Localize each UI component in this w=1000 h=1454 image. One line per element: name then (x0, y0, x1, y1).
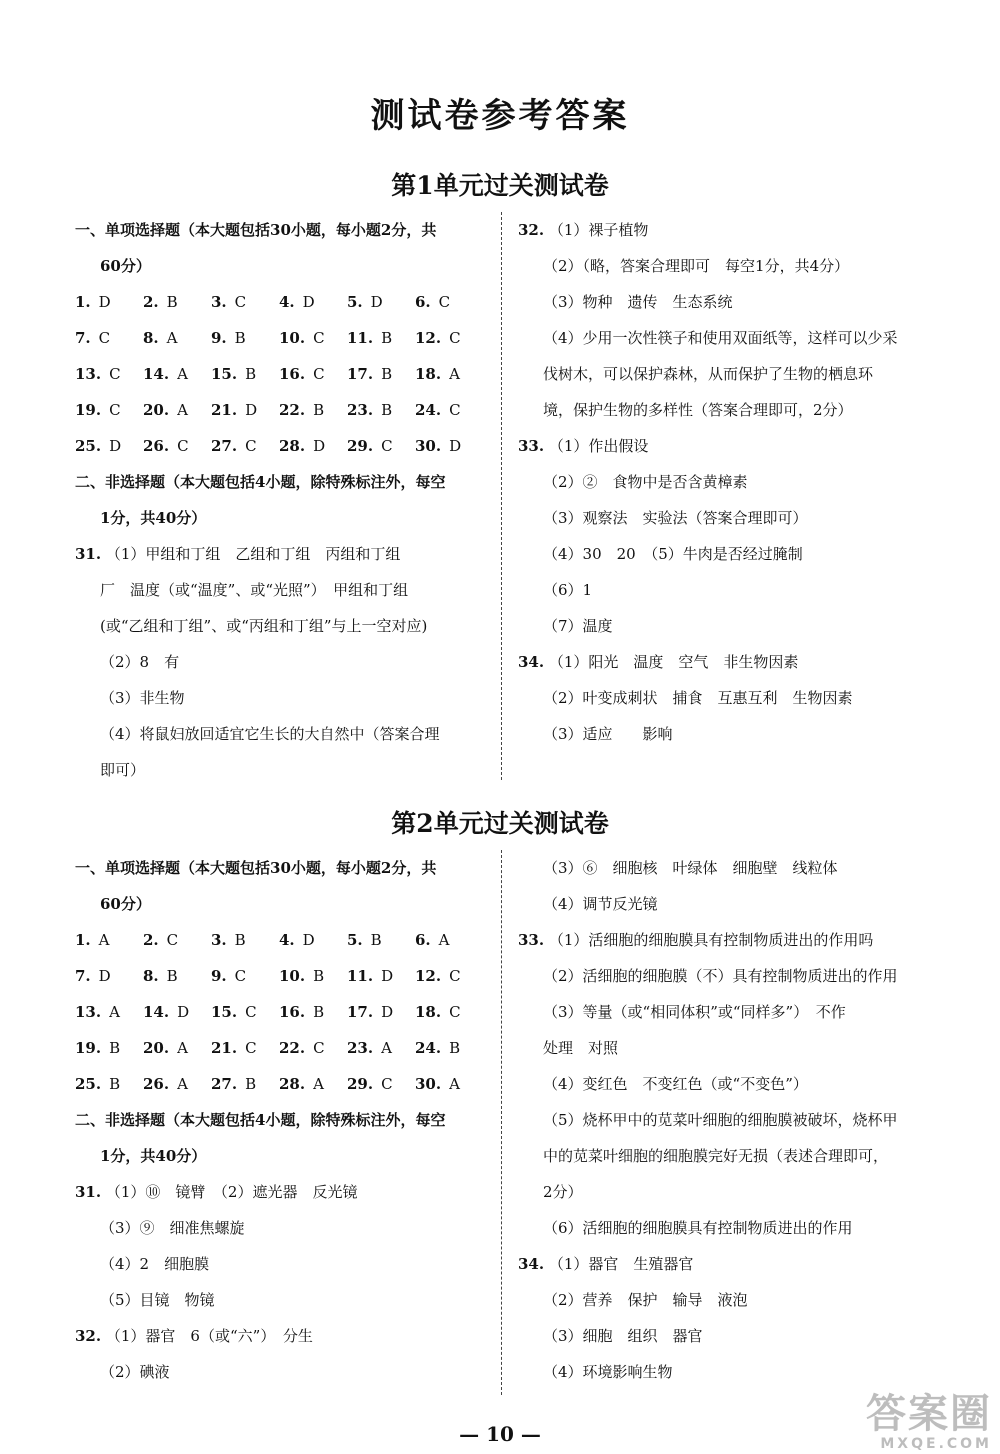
answer-cell: 29. C (347, 437, 393, 455)
answer-cell: 19. B (75, 1039, 121, 1057)
answer-cell: 8. B (143, 967, 178, 985)
question-32-line: 伐树木，可以保护森林，从而保护了生物的栖息环 (543, 365, 874, 383)
answer-cell: 13. A (75, 1003, 120, 1021)
answer-cell: 23. A (347, 1039, 392, 1057)
answer-cell: 28. D (279, 437, 326, 455)
question-31-line: （3）⑨ 细准焦螺旋 (100, 1219, 245, 1237)
question-33-line: 2分） (543, 1183, 583, 1201)
question-34-line: （3）适应 影响 (543, 725, 673, 743)
answer-cell: 19. C (75, 401, 121, 419)
question-33-line: （3）等量（或“相同体积”或“同样多”） 不作 (543, 1003, 846, 1021)
answer-cell: 27. C (211, 437, 257, 455)
nc-heading-cont: 1分，共40分） (100, 509, 207, 527)
answer-cell: 28. A (279, 1075, 324, 1093)
answer-row (75, 356, 495, 392)
answer-cell: 12. C (415, 967, 461, 985)
question-32-line: 32. （1）器官 6（或“六”） 分生 (75, 1327, 313, 1345)
answer-cell: 15. B (211, 365, 257, 383)
answer-cell: 21. C (211, 1039, 257, 1057)
answer-cell: 8. A (143, 329, 178, 347)
question-31-line: （5）目镜 物镜 (100, 1291, 215, 1309)
answer-cell: 6. C (415, 293, 451, 311)
answer-cell: 4. D (279, 293, 315, 311)
mc-heading-cont: 60分） (100, 895, 151, 913)
question-32-line: （2）（略，答案合理即可 每空1分，共4分） (543, 257, 850, 275)
question-32-line: （2）碘液 (100, 1363, 170, 1381)
question-34-line: 34. （1）器官 生殖器官 (518, 1255, 694, 1273)
answer-cell: 11. D (347, 967, 394, 985)
question-31-line: (或“乙组和丁组”、或“丙组和丁组”与上一空对应) (100, 617, 428, 635)
answer-grid (75, 922, 495, 1102)
answer-row (75, 284, 495, 320)
unit1-title: 第1单元过关测试卷 (391, 171, 609, 200)
answer-cell: 13. C (75, 365, 121, 383)
question-number: 31. (75, 545, 102, 563)
answer-row (75, 958, 495, 994)
answer-cell: 30. D (415, 437, 462, 455)
answer-cell: 27. B (211, 1075, 257, 1093)
watermark-url: MXQE.COM (880, 1436, 992, 1452)
answer-row (75, 1066, 495, 1102)
question-33-line: （6）活细胞的细胞膜具有控制物质进出的作用 (543, 1219, 853, 1237)
answer-cell: 5. B (347, 931, 382, 949)
answer-cell: 16. C (279, 365, 325, 383)
answer-cell: 5. D (347, 293, 383, 311)
answer-cell: 2. C (143, 931, 179, 949)
watermark-logo: 答案圈 (866, 1391, 992, 1437)
unit2-title: 第2单元过关测试卷 (391, 809, 609, 838)
answer-cell: 14. D (143, 1003, 190, 1021)
question-33-line: （2）② 食物中是否含黄樟素 (543, 473, 748, 491)
question-33-line: 中的苋菜叶细胞的细胞膜完好无损（表述合理即可， (543, 1147, 889, 1165)
question-33-line: （7）温度 (543, 617, 613, 635)
question-31-line: 厂 温度（或“温度”、或“光照”） 甲组和丁组 (100, 581, 409, 599)
answer-cell: 1. A (75, 931, 110, 949)
question-31-line: 即可） (100, 761, 146, 779)
answer-cell: 4. D (279, 931, 315, 949)
answer-cell: 25. D (75, 437, 122, 455)
answer-cell: 1. D (75, 293, 111, 311)
nc-heading: 二、非选择题（本大题包括4小题，除特殊标注外，每空 (75, 473, 446, 491)
answer-cell: 22. C (279, 1039, 325, 1057)
answer-cell: 12. C (415, 329, 461, 347)
question-32-line: 境，保护生物的多样性（答案合理即可，2分） (543, 401, 853, 419)
question-33-line: （5）烧杯甲中的苋菜叶细胞的细胞膜被破坏，烧杯甲 (543, 1111, 898, 1129)
watermark (866, 1392, 992, 1452)
answer-row (75, 922, 495, 958)
answer-cell: 10. C (279, 329, 325, 347)
answer-row (75, 320, 495, 356)
unit1-left-column (75, 212, 495, 788)
answer-grid (75, 284, 495, 464)
answer-cell: 21. D (211, 401, 258, 419)
mc-heading-cont: 60分） (100, 257, 151, 275)
question-31-line: 31. （1）⑩ 镜臂 （2）遮光器 反光镜 (75, 1183, 358, 1201)
unit1-right-column (518, 212, 938, 752)
page-number: — 10 — (459, 1422, 541, 1446)
answer-cell: 17. B (347, 365, 393, 383)
answer-cell: 20. A (143, 401, 188, 419)
question-32-line: 32. （1）裸子植物 (518, 221, 649, 239)
mc-heading: 一、单项选择题（本大题包括30小题，每小题2分，共 (75, 859, 437, 877)
unit2-right-column (518, 850, 958, 1390)
nc-heading: 二、非选择题（本大题包括4小题，除特殊标注外，每空 (75, 1111, 446, 1129)
nc-heading-cont: 1分，共40分） (100, 1147, 207, 1165)
answer-cell: 24. C (415, 401, 461, 419)
answer-cell: 7. C (75, 329, 111, 347)
page-title: 测试卷参考答案 (370, 96, 630, 136)
question-33-line: （6）1 (543, 581, 593, 599)
question-34-line: （3）细胞 组织 器官 (543, 1327, 703, 1345)
mc-heading: 一、单项选择题（本大题包括30小题，每小题2分，共 (75, 221, 437, 239)
question-32-line: （4）少用一次性筷子和使用双面纸等，这样可以少采 (543, 329, 898, 347)
answer-cell: 15. C (211, 1003, 257, 1021)
answer-cell: 7. D (75, 967, 111, 985)
question-31-line: （3）非生物 (100, 689, 185, 707)
answer-cell: 2. B (143, 293, 178, 311)
question-33-line: 处理 对照 (543, 1039, 619, 1057)
answer-cell: 14. A (143, 365, 188, 383)
answer-cell: 24. B (415, 1039, 461, 1057)
question-33-line: 33. （1）作出假设 (518, 437, 649, 455)
answer-cell: 30. A (415, 1075, 460, 1093)
answer-cell: 9. B (211, 329, 246, 347)
question-31-line: （4）2 细胞膜 (100, 1255, 210, 1273)
question-32-line: （3）物种 遗传 生态系统 (543, 293, 733, 311)
question-34-line: 34. （1）阳光 温度 空气 非生物因素 (518, 653, 799, 671)
question-31-line: 31. （1）甲组和丁组 乙组和丁组 丙组和丁组 (75, 545, 401, 563)
column-divider (501, 212, 502, 780)
answer-cell: 18. A (415, 365, 460, 383)
answer-cell: 17. D (347, 1003, 394, 1021)
answer-cell: 9. C (211, 967, 247, 985)
answer-cell: 3. B (211, 931, 246, 949)
answer-cell: 23. B (347, 401, 393, 419)
question-31-line: （4）将鼠妇放回适宜它生长的大自然中（答案合理 (100, 725, 440, 743)
answer-cell: 25. B (75, 1075, 121, 1093)
answer-cell: 29. C (347, 1075, 393, 1093)
answer-row (75, 428, 495, 464)
question-33-line: （4）30 20 （5）牛肉是否经过腌制 (543, 545, 803, 563)
answer-cell: 16. B (279, 1003, 325, 1021)
question-32-line: （3）⑥ 细胞核 叶绿体 细胞壁 线粒体 (543, 859, 838, 877)
answer-row (75, 994, 495, 1030)
question-32-line: （4）调节反光镜 (543, 895, 658, 913)
column-divider (501, 850, 502, 1395)
question-33-line: （2）活细胞的细胞膜（不）具有控制物质进出的作用 (543, 967, 898, 985)
unit2-left-column (75, 850, 495, 1390)
answer-cell: 26. C (143, 437, 189, 455)
answer-row (75, 1030, 495, 1066)
answer-cell: 20. A (143, 1039, 188, 1057)
question-33-line: 33. （1）活细胞的细胞膜具有控制物质进出的作用吗 (518, 931, 874, 949)
answer-cell: 18. C (415, 1003, 461, 1021)
question-33-line: （4）变红色 不变红色（或“不变色”） (543, 1075, 808, 1093)
answer-row (75, 392, 495, 428)
question-34-line: （2）营养 保护 输导 液泡 (543, 1291, 748, 1309)
question-34-line: （2）叶变成刺状 捕食 互惠互利 生物因素 (543, 689, 853, 707)
question-34-line: （4）环境影响生物 (543, 1363, 673, 1381)
question-33-line: （3）观察法 实验法（答案合理即可） (543, 509, 808, 527)
answer-cell: 10. B (279, 967, 325, 985)
answer-cell: 26. A (143, 1075, 188, 1093)
answer-cell: 11. B (347, 329, 393, 347)
question-31-line: （2）8 有 (100, 653, 180, 671)
answer-cell: 22. B (279, 401, 325, 419)
answer-cell: 6. A (415, 931, 450, 949)
answer-cell: 3. C (211, 293, 247, 311)
